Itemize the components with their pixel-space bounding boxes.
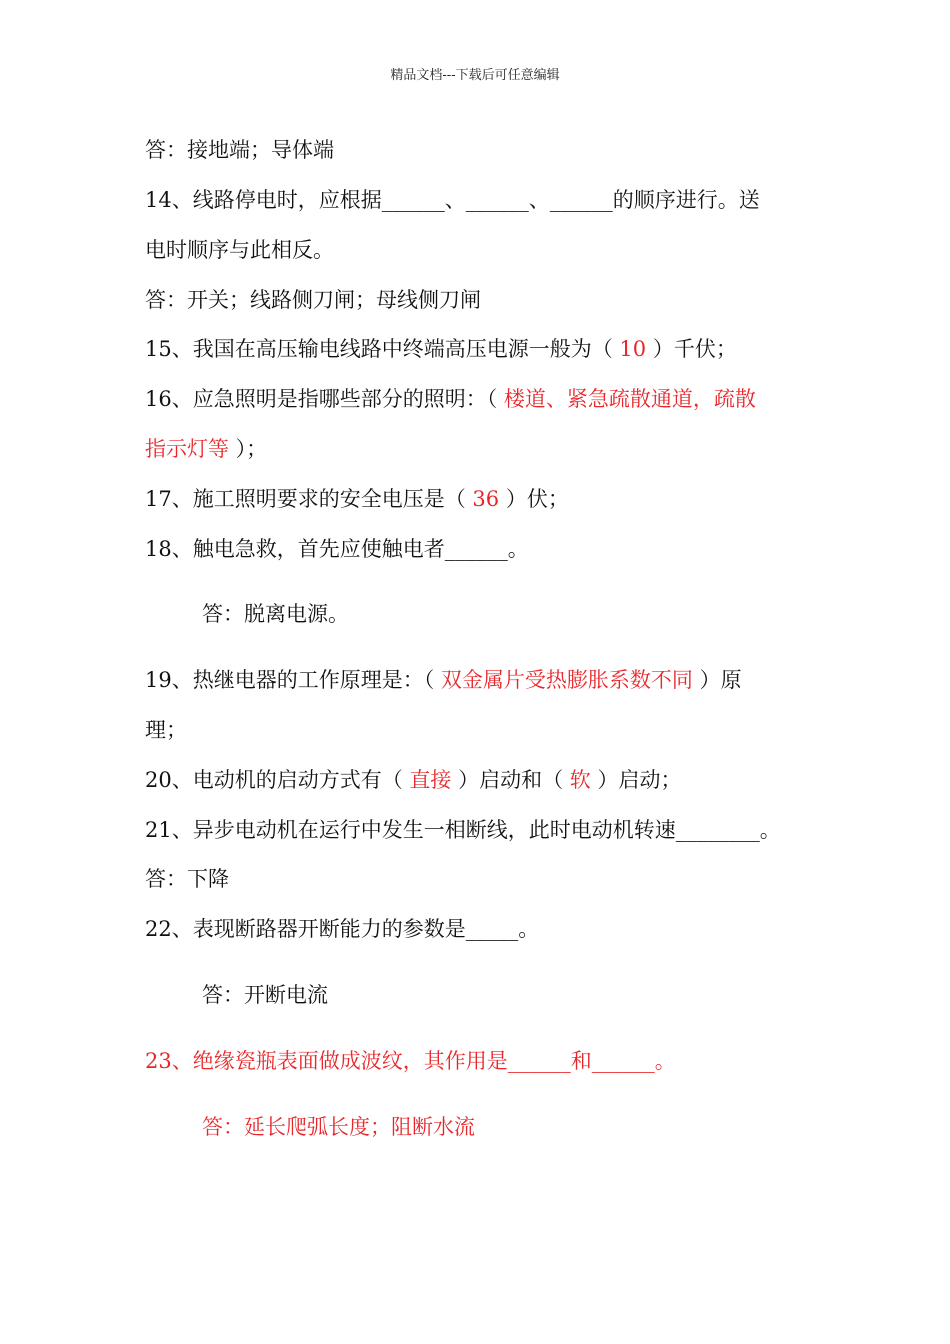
answer-text: 答：接地端；导体端 (145, 138, 334, 162)
question-20 (145, 765, 825, 795)
question-text: 理； (145, 718, 187, 742)
answer-18 (202, 599, 882, 629)
question-text: ）； (229, 437, 268, 461)
question-text: 15、我国在高压输电线路中终端高压电源一般为（ (145, 337, 620, 361)
question-text: 16、应急照明是指哪些部分的照明：（ (145, 387, 504, 411)
question-19-line1 (145, 665, 825, 695)
question-14-line1 (145, 185, 825, 215)
answer-22 (202, 980, 882, 1010)
answer-21 (145, 864, 825, 894)
answer-text: 答：延长爬弧长度；阻断水流 (202, 1115, 475, 1139)
question-text: 电时顺序与此相反。 (145, 238, 334, 262)
filled-answer: 软 (569, 768, 591, 792)
filled-answer: 双金属片受热膨胀系数不同 (440, 668, 693, 692)
answer-14 (145, 285, 825, 315)
answer-13 (145, 135, 825, 165)
question-14-line2 (145, 235, 825, 265)
answer-23 (202, 1112, 882, 1142)
filled-answer: 楼道、紧急疏散通道，疏散 (503, 387, 756, 411)
question-text: 17、施工照明要求的安全电压是（ (145, 487, 473, 511)
answer-text: 答：开关；线路侧刀闸；母线侧刀闸 (145, 288, 481, 312)
question-text: 22、表现断路器开断能力的参数是_____。 (145, 917, 540, 941)
question-23 (145, 1046, 825, 1076)
question-15 (145, 334, 825, 364)
filled-answer: 直接 (409, 768, 452, 792)
question-text: 21、异步电动机在运行中发生一相断线，此时电动机转速________。 (145, 818, 781, 842)
question-text: ）伏； (499, 487, 569, 511)
page-header: 精品文档---下载后可任意编辑 (390, 68, 560, 83)
filled-answer: 指示灯等 (145, 437, 229, 461)
answer-text: 答：开断电流 (202, 983, 328, 1007)
question-text: 19、热继电器的工作原理是：（ (145, 668, 441, 692)
question-16-line2 (145, 434, 825, 464)
question-text: 18、触电急救，首先应使触电者______。 (145, 537, 529, 561)
answer-text: 答：下降 (145, 867, 229, 891)
answer-text: 答：脱离电源。 (202, 602, 349, 626)
question-text: 20、电动机的启动方式有（ (145, 768, 410, 792)
filled-answer: 36 (472, 487, 500, 511)
question-text: ）原 (692, 668, 742, 692)
question-text: ）启动和（ (451, 768, 570, 792)
question-text: ）启动； (590, 768, 682, 792)
question-19-line2 (145, 715, 825, 745)
question-17 (145, 484, 825, 514)
question-16-line1 (145, 384, 825, 414)
question-22 (145, 914, 825, 944)
filled-answer: 10 (619, 337, 647, 361)
question-text: 14、线路停电时，应根据______、______、______的顺序进行。送 (145, 188, 760, 212)
question-18 (145, 534, 825, 564)
question-text: ）千伏； (646, 337, 737, 361)
question-text: 23、绝缘瓷瓶表面做成波纹，其作用是______和______。 (145, 1049, 676, 1073)
question-21 (145, 815, 825, 845)
